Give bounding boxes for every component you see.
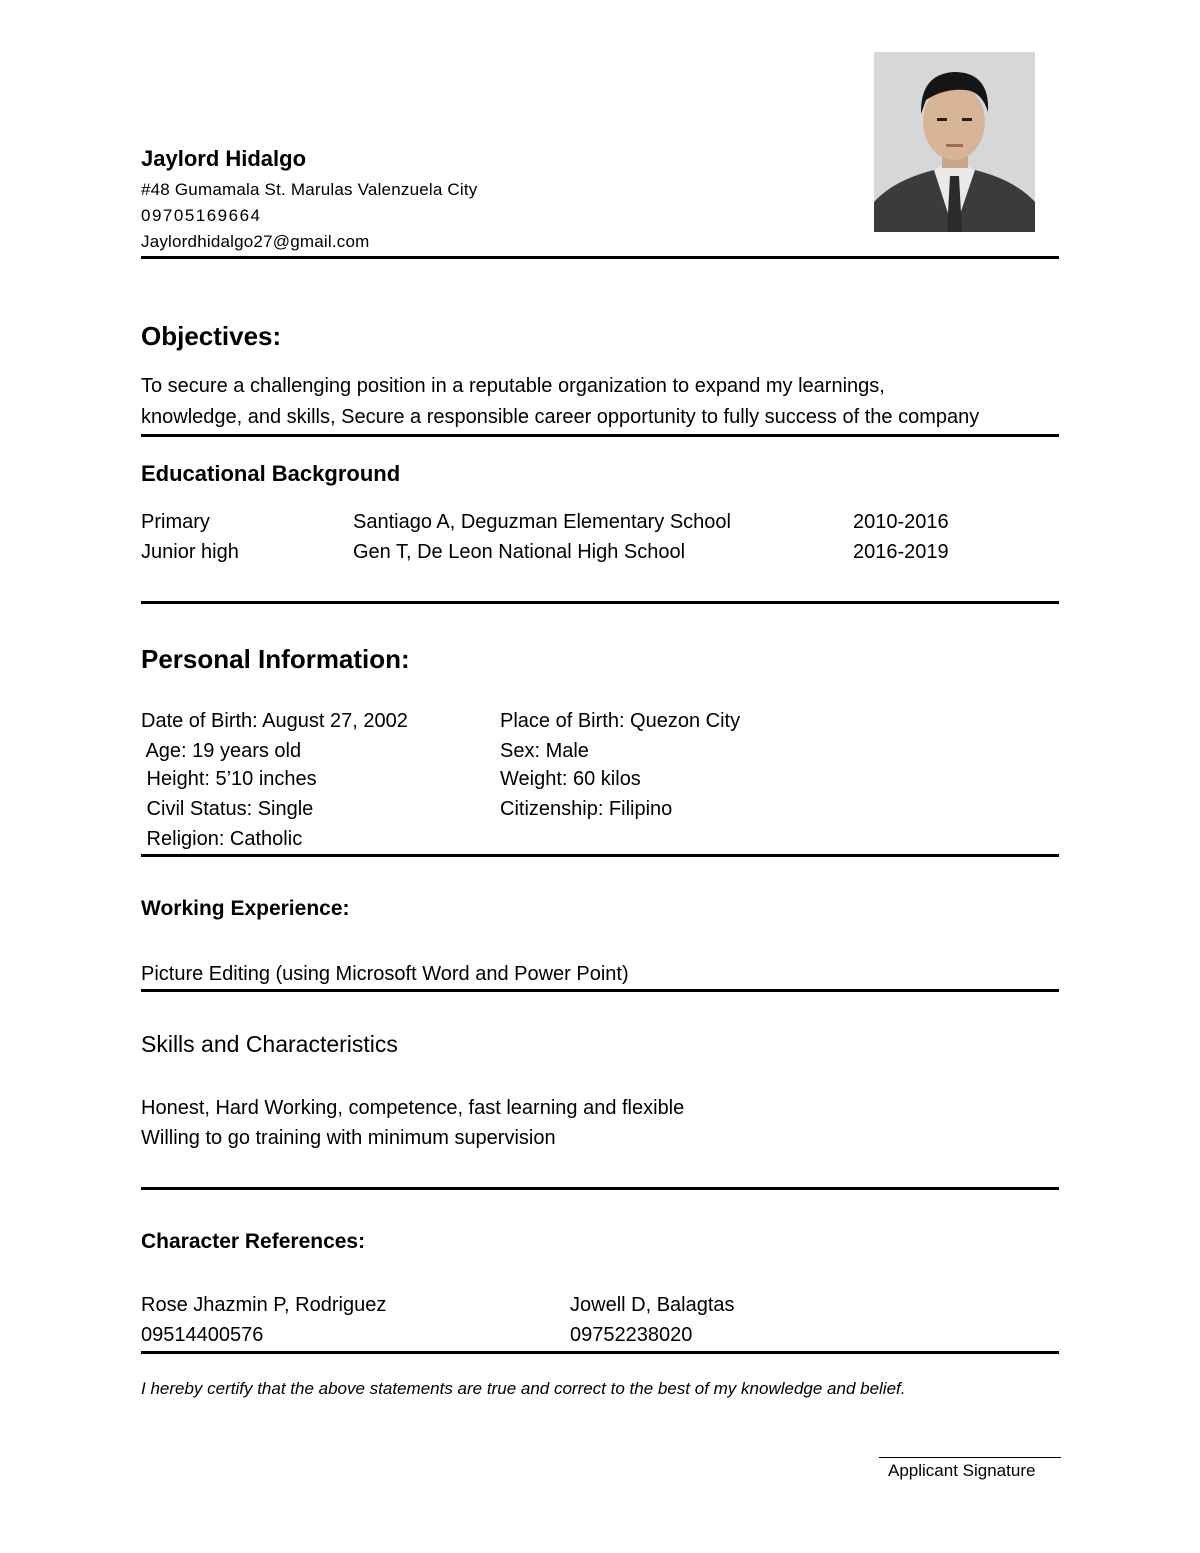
objectives-line-2: knowledge, and skills, Secure a responsible career opportunity to fully success of the company bbox=[141, 406, 980, 428]
personal-place-of-birth: Place of Birth: Quezon City bbox=[500, 710, 741, 732]
education-years: 2016-2019 bbox=[853, 541, 949, 563]
objectives-line-1: To secure a challenging position in a reputable organization to expand my learnings, bbox=[141, 375, 885, 397]
personal-divider bbox=[141, 854, 1059, 857]
certification-statement: I hereby certify that the above statements are true and correct to the best of my knowledge and belief. bbox=[141, 1379, 906, 1398]
applicant-photo-icon bbox=[874, 52, 1035, 232]
references-title: Character References: bbox=[141, 1230, 366, 1253]
education-title: Educational Background bbox=[141, 461, 401, 486]
header-divider bbox=[141, 256, 1059, 259]
education-level: Primary bbox=[141, 511, 210, 533]
skills-line-1: Honest, Hard Working, competence, fast learning and flexible bbox=[141, 1097, 685, 1119]
reference-phone: 09752238020 bbox=[570, 1324, 693, 1346]
personal-religion: Religion: Catholic bbox=[141, 828, 303, 850]
email: Jaylordhidalgo27@gmail.com bbox=[141, 232, 370, 251]
education-divider bbox=[141, 601, 1059, 604]
education-school: Gen T, De Leon National High School bbox=[353, 541, 686, 563]
education-years: 2010-2016 bbox=[853, 511, 949, 533]
objectives-title: Objectives: bbox=[141, 321, 282, 351]
skills-line-2: Willing to go training with minimum supervision bbox=[141, 1127, 556, 1149]
phone-number: 09705169664 bbox=[141, 206, 262, 225]
reference-phone: 09514400576 bbox=[141, 1324, 264, 1346]
personal-info-title: Personal Information: bbox=[141, 644, 410, 674]
personal-civil-status: Civil Status: Single bbox=[141, 798, 314, 820]
objectives-divider bbox=[141, 434, 1059, 437]
applicant-name: Jaylord Hidalgo bbox=[141, 146, 307, 171]
personal-age: Age: 19 years old bbox=[141, 740, 302, 762]
personal-citizenship: Citizenship: Filipino bbox=[500, 798, 673, 820]
applicant-photo bbox=[874, 52, 1035, 232]
education-level: Junior high bbox=[141, 541, 239, 563]
references-divider bbox=[141, 1351, 1059, 1354]
experience-item: Picture Editing (using Microsoft Word and Power Point) bbox=[141, 963, 629, 985]
reference-name: Rose Jhazmin P, Rodriguez bbox=[141, 1294, 387, 1316]
address: #48 Gumamala St. Marulas Valenzuela City bbox=[141, 180, 478, 199]
signature-label: Applicant Signature bbox=[888, 1461, 1036, 1480]
experience-divider bbox=[141, 989, 1059, 992]
skills-divider bbox=[141, 1187, 1059, 1190]
personal-dob: Date of Birth: August 27, 2002 bbox=[141, 710, 408, 732]
personal-height: Height: 5’10 inches bbox=[141, 768, 317, 790]
signature-line bbox=[879, 1457, 1061, 1458]
experience-title: Working Experience: bbox=[141, 897, 350, 920]
skills-title: Skills and Characteristics bbox=[141, 1031, 398, 1057]
reference-name: Jowell D, Balagtas bbox=[570, 1294, 735, 1316]
personal-sex: Sex: Male bbox=[500, 740, 589, 762]
education-school: Santiago A, Deguzman Elementary School bbox=[353, 511, 731, 533]
personal-weight: Weight: 60 kilos bbox=[500, 768, 641, 790]
